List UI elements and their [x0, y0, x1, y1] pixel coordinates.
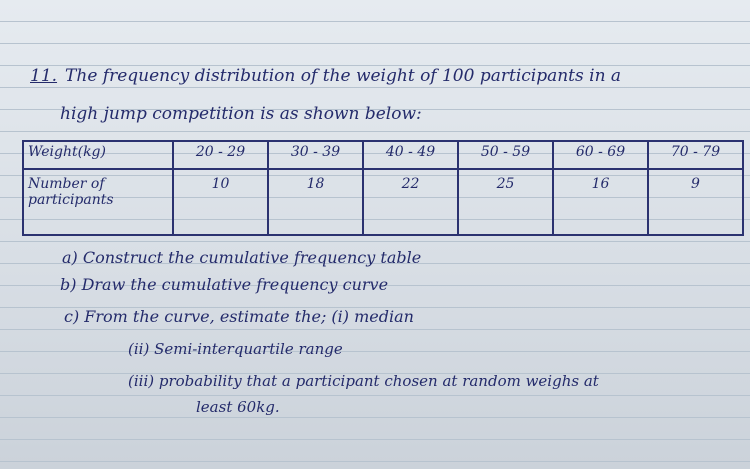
class-cell: 20 - 29 [173, 141, 268, 169]
frequency-cell: 9 [648, 169, 743, 235]
question-intro-text1: The frequency distribution of the weight of 100 participants in a [65, 66, 622, 86]
frequency-cell: 18 [268, 169, 363, 235]
table-row-weight [23, 141, 743, 169]
part-c-ii: (ii) Semi-interquartile range [128, 340, 343, 358]
question-number: 11. [30, 66, 58, 86]
part-c-iii-line1: (iii) probability that a participant chosen at random weighs at [128, 372, 599, 390]
weight-header-cell: Weight(kg) [23, 141, 173, 169]
question-intro-line2: high jump competition is as shown below: [60, 104, 422, 124]
class-cell: 50 - 59 [458, 141, 553, 169]
part-a: a) Construct the cumulative frequency table [62, 248, 422, 267]
table-row-participants [23, 169, 743, 235]
part-b: b) Draw the cumulative frequency curve [60, 275, 389, 294]
question-intro-line1 [30, 66, 621, 86]
frequency-cell: 22 [363, 169, 458, 235]
class-cell: 60 - 69 [553, 141, 648, 169]
frequency-cell: 10 [173, 169, 268, 235]
part-c: c) From the curve, estimate the; (i) median [64, 307, 414, 326]
participants-header-cell: Number of participants [23, 169, 173, 235]
class-cell: 70 - 79 [648, 141, 743, 169]
class-cell: 40 - 49 [363, 141, 458, 169]
frequency-cell: 25 [458, 169, 553, 235]
frequency-table [22, 140, 744, 236]
frequency-cell: 16 [553, 169, 648, 235]
class-cell: 30 - 39 [268, 141, 363, 169]
part-c-iii-line2: least 60kg. [196, 398, 280, 416]
